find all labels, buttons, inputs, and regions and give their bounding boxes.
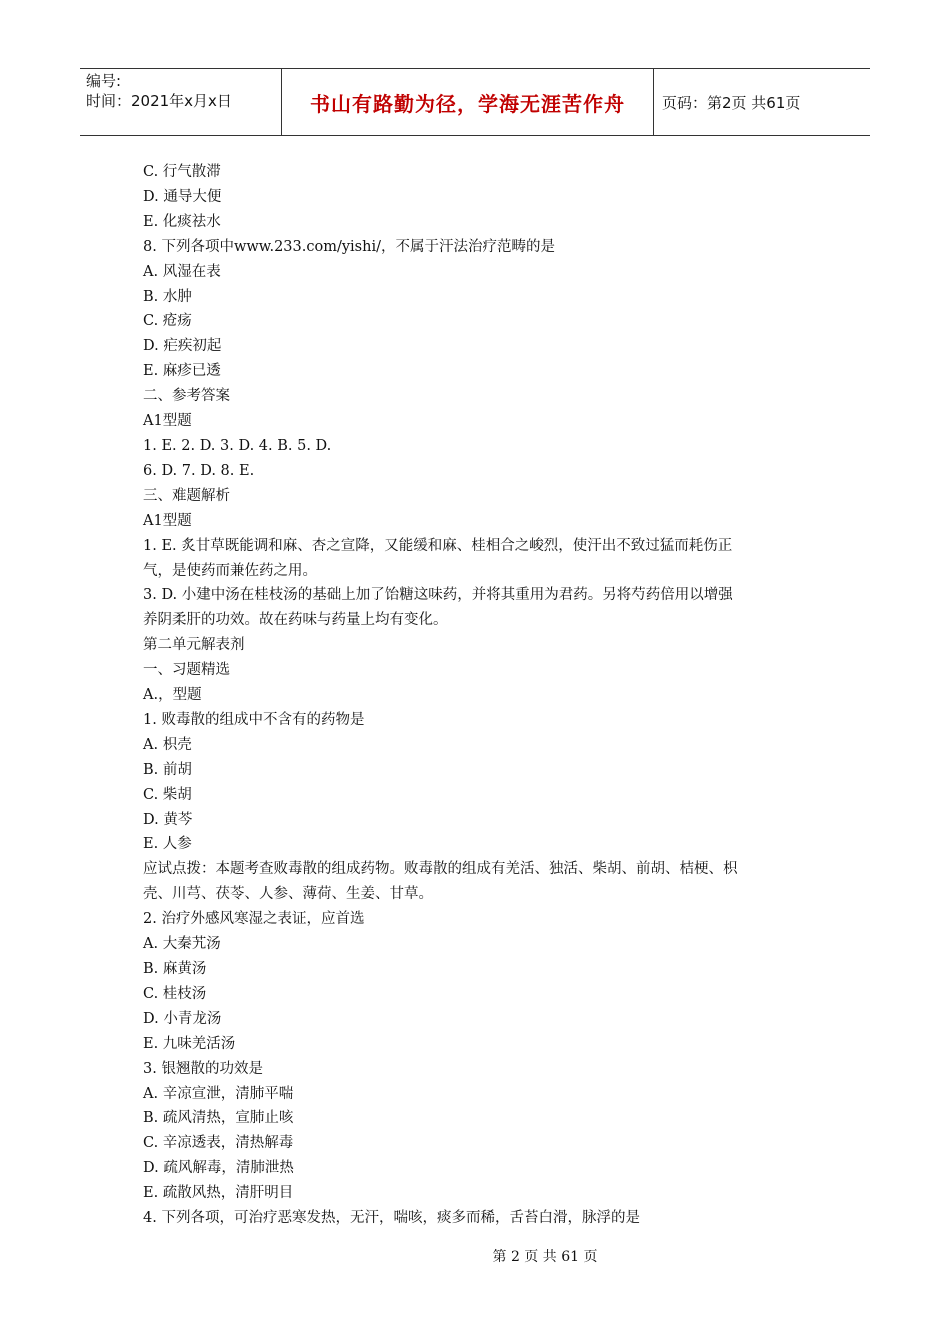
serial-label: 编号: — [86, 72, 122, 90]
text-line: E. 麻疹已透 — [143, 363, 221, 380]
explanation-line: 3. D. 小建中汤在桂枝汤的基础上加了饴糖这味药，并将其重用为君药。另将芍药倍用以增强 — [143, 587, 733, 604]
text-line: A. 辛凉宣泄，清肺平喘 — [143, 1085, 294, 1102]
section-heading: 一、习题精选 — [143, 662, 230, 679]
explanation-line: 1. E. 炙甘草既能调和麻、杏之宣降，又能缓和麻、桂相合之峻烈，使汗出不致过猛而耗伤正 — [143, 537, 733, 554]
text-line: B. 疏风清热，宣肺止咳 — [143, 1110, 294, 1127]
header-page-code: 页码：第2页 共61页 — [662, 93, 801, 112]
text-line: A.，型题 — [143, 687, 202, 704]
question-line: 1. 败毒散的组成中不含有的药物是 — [143, 711, 365, 728]
answer-line: 6. D. 7. D. 8. E. — [143, 462, 255, 479]
text-line: E. 九味羌活汤 — [143, 1035, 236, 1052]
question-line: 2. 治疗外感风寒湿之表证，应首选 — [143, 911, 365, 928]
text-line: A. 风湿在表 — [143, 263, 221, 280]
header-motto: 书山有路勤为径，学海无涯苦作舟 — [282, 69, 654, 135]
text-line: B. 麻黄汤 — [143, 961, 207, 977]
text-line: D. 小青龙汤 — [143, 1010, 222, 1027]
text-line: B. 前胡 — [143, 761, 192, 778]
page-header — [80, 68, 870, 136]
text-line: C. 疮疡 — [143, 313, 192, 330]
answer-line: 1. E. 2. D. 3. D. 4. B. 5. D. — [143, 437, 332, 454]
text-line: A. 枳壳 — [143, 736, 192, 753]
section-heading: 三、难题解析 — [143, 487, 230, 504]
date-label: 时间：2021年x月x日 — [86, 92, 232, 110]
explanation-line: 养阴柔肝的功效。故在药味与药量上均有变化。 — [143, 612, 448, 629]
page-footer: 第 2 页 共 61 页 — [492, 1249, 598, 1265]
explanation-line: 应试点拨：本题考查败毒散的组成药物。败毒散的组成有羌活、独活、柴胡、前胡、桔梗、枳 — [143, 861, 738, 878]
text-line: C. 桂枝汤 — [143, 985, 207, 1002]
text-line: C. 柴胡 — [143, 786, 192, 803]
text-line: E. 疏散风热，清肝明目 — [143, 1185, 294, 1202]
explanation-line: 气，是使药而兼佐药之用。 — [143, 562, 317, 579]
question-line: 8. 下列各项中www.233.com/yishi/，不属于汗法治疗范畴的是 — [143, 238, 555, 255]
text-line: D. 疟疾初起 — [143, 338, 222, 355]
text-line: E. 化痰祛水 — [143, 213, 221, 230]
document-body — [143, 160, 813, 1231]
section-heading: 二、参考答案 — [143, 388, 230, 405]
text-line: B. 水肿 — [143, 288, 192, 305]
text-line: A. 大秦艽汤 — [143, 936, 221, 953]
header-meta — [80, 69, 282, 135]
text-line: A1型题 — [143, 512, 192, 529]
text-line: E. 人参 — [143, 836, 192, 853]
question-line: 3. 银翘散的功效是 — [143, 1060, 263, 1077]
text-line: D. 黄芩 — [143, 811, 193, 828]
question-line: 4. 下列各项，可治疗恶寒发热，无汗，喘咳，痰多而稀，舌苔白滑，脉浮的是 — [143, 1210, 640, 1227]
text-line: D. 通导大便 — [143, 188, 222, 205]
text-line: C. 辛凉透表，清热解毒 — [143, 1135, 294, 1152]
text-line: D. 疏风解毒，清肺泄热 — [143, 1160, 294, 1177]
text-line: C. 行气散滞 — [143, 164, 221, 180]
section-heading: 第二单元解表剂 — [143, 637, 245, 654]
explanation-line: 壳、川芎、茯苓、人参、薄荷、生姜、甘草。 — [143, 886, 433, 903]
text-line: A1型题 — [143, 413, 192, 430]
